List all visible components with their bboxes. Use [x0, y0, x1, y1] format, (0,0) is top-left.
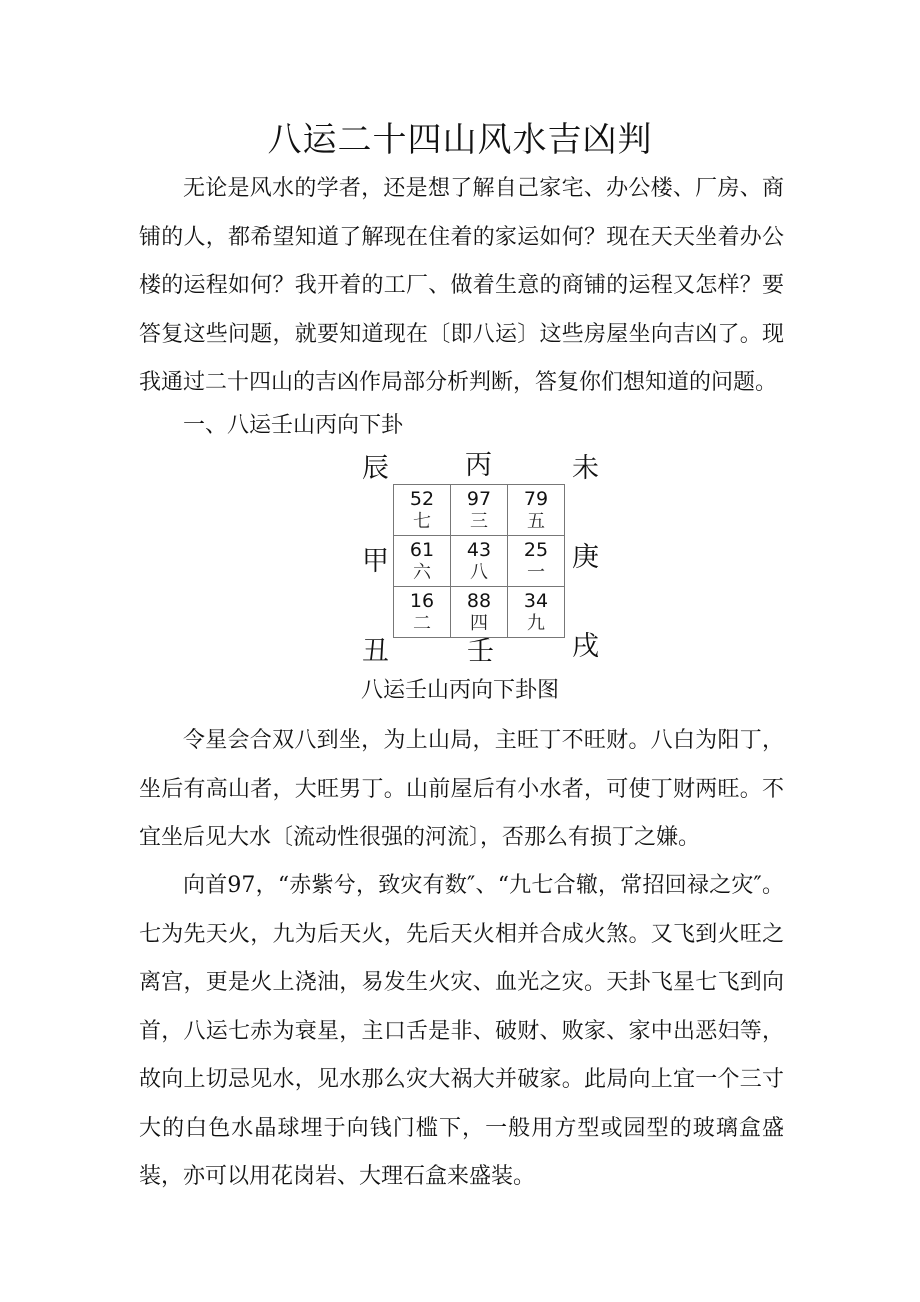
star-grid	[393, 484, 565, 638]
grid-cell	[394, 587, 451, 638]
cell-numeral: 五	[527, 511, 545, 532]
cell-numeral: 八	[470, 562, 488, 583]
section-heading: 一、八运壬山丙向下卦	[183, 413, 404, 438]
grid-cell	[451, 485, 508, 536]
cell-numeral: 七	[413, 511, 431, 532]
paragraph-xiang-shou: 向首97，“赤紫兮，致灾有数″、“九七合辙，常招回禄之灾″。七为先天火，九为后天火，先后天火相并合成火煞。又飞到火旺之离宫，更是火上浇油，易发生火灾、血光之灾。天卦飞星七飞到向首，八运七赤为衰星，主口舌是非、破财、败家、家中出恶妇等，故向上切忌见水，见水那么灾大祸大并破家。此局向上宜一个三寸大的白色水晶球埋于向钱门槛下，一般用方型或园型的玻璃盒盛装，亦可以用花岗岩、大理石盒来盛装。	[139, 873, 784, 1189]
chart-caption: 八运壬山丙向下卦图	[360, 678, 559, 703]
direction-xu: 戌	[572, 631, 599, 662]
flying-star-chart	[360, 448, 620, 673]
grid-cell	[508, 587, 565, 638]
page-title: 八运二十四山风水吉凶判	[267, 120, 653, 160]
cell-number: 43	[466, 539, 492, 561]
cell-numeral: 一	[527, 562, 545, 583]
direction-chou: 丑	[362, 636, 389, 667]
cell-numeral: 三	[470, 511, 488, 532]
grid-row	[394, 587, 565, 638]
cell-number: 25	[523, 539, 549, 561]
cell-number: 34	[523, 590, 549, 612]
intro-paragraph: 无论是风水的学者，还是想了解自己家宅、办公楼、厂房、商铺的人，都希望知道了解现在住着的家运如何？现在天天坐着办公楼的运程如何？我开着的工厂、做着生意的商铺的运程又怎样？要答复这些问题，就要知道现在〔即八运〕这些房屋坐向吉凶了。现我通过二十四山的吉凶作局部分析判断，答复你们想知道的问题。	[139, 176, 784, 395]
grid-cell	[394, 536, 451, 587]
grid-cell	[508, 536, 565, 587]
cell-numeral: 四	[470, 613, 488, 634]
cell-number: 52	[409, 488, 435, 510]
grid-cell	[451, 536, 508, 587]
cell-numeral: 二	[413, 613, 431, 634]
grid-cell	[394, 485, 451, 536]
direction-bing: 丙	[465, 450, 492, 481]
grid-cell	[451, 587, 508, 638]
cell-number: 79	[523, 488, 549, 510]
direction-geng: 庚	[572, 542, 599, 573]
cell-number: 88	[466, 590, 492, 612]
cell-numeral: 六	[413, 562, 431, 583]
direction-ren: 壬	[467, 636, 494, 667]
grid-row	[394, 536, 565, 587]
cell-number: 97	[466, 488, 492, 510]
grid-cell	[508, 485, 565, 536]
direction-jia: 甲	[362, 546, 389, 577]
grid-row	[394, 485, 565, 536]
cell-number: 16	[409, 590, 435, 612]
paragraph-ling-xing: 令星会合双八到坐，为上山局，主旺丁不旺财。八白为阳丁，坐后有高山者，大旺男丁。山前屋后有小水者，可使丁财两旺。不宜坐后见大水〔流动性很强的河流〕，否那么有损丁之嫌。	[139, 728, 784, 850]
cell-number: 61	[409, 539, 435, 561]
direction-chen: 辰	[362, 453, 389, 484]
cell-numeral: 九	[527, 613, 545, 634]
direction-wei: 未	[572, 453, 599, 484]
